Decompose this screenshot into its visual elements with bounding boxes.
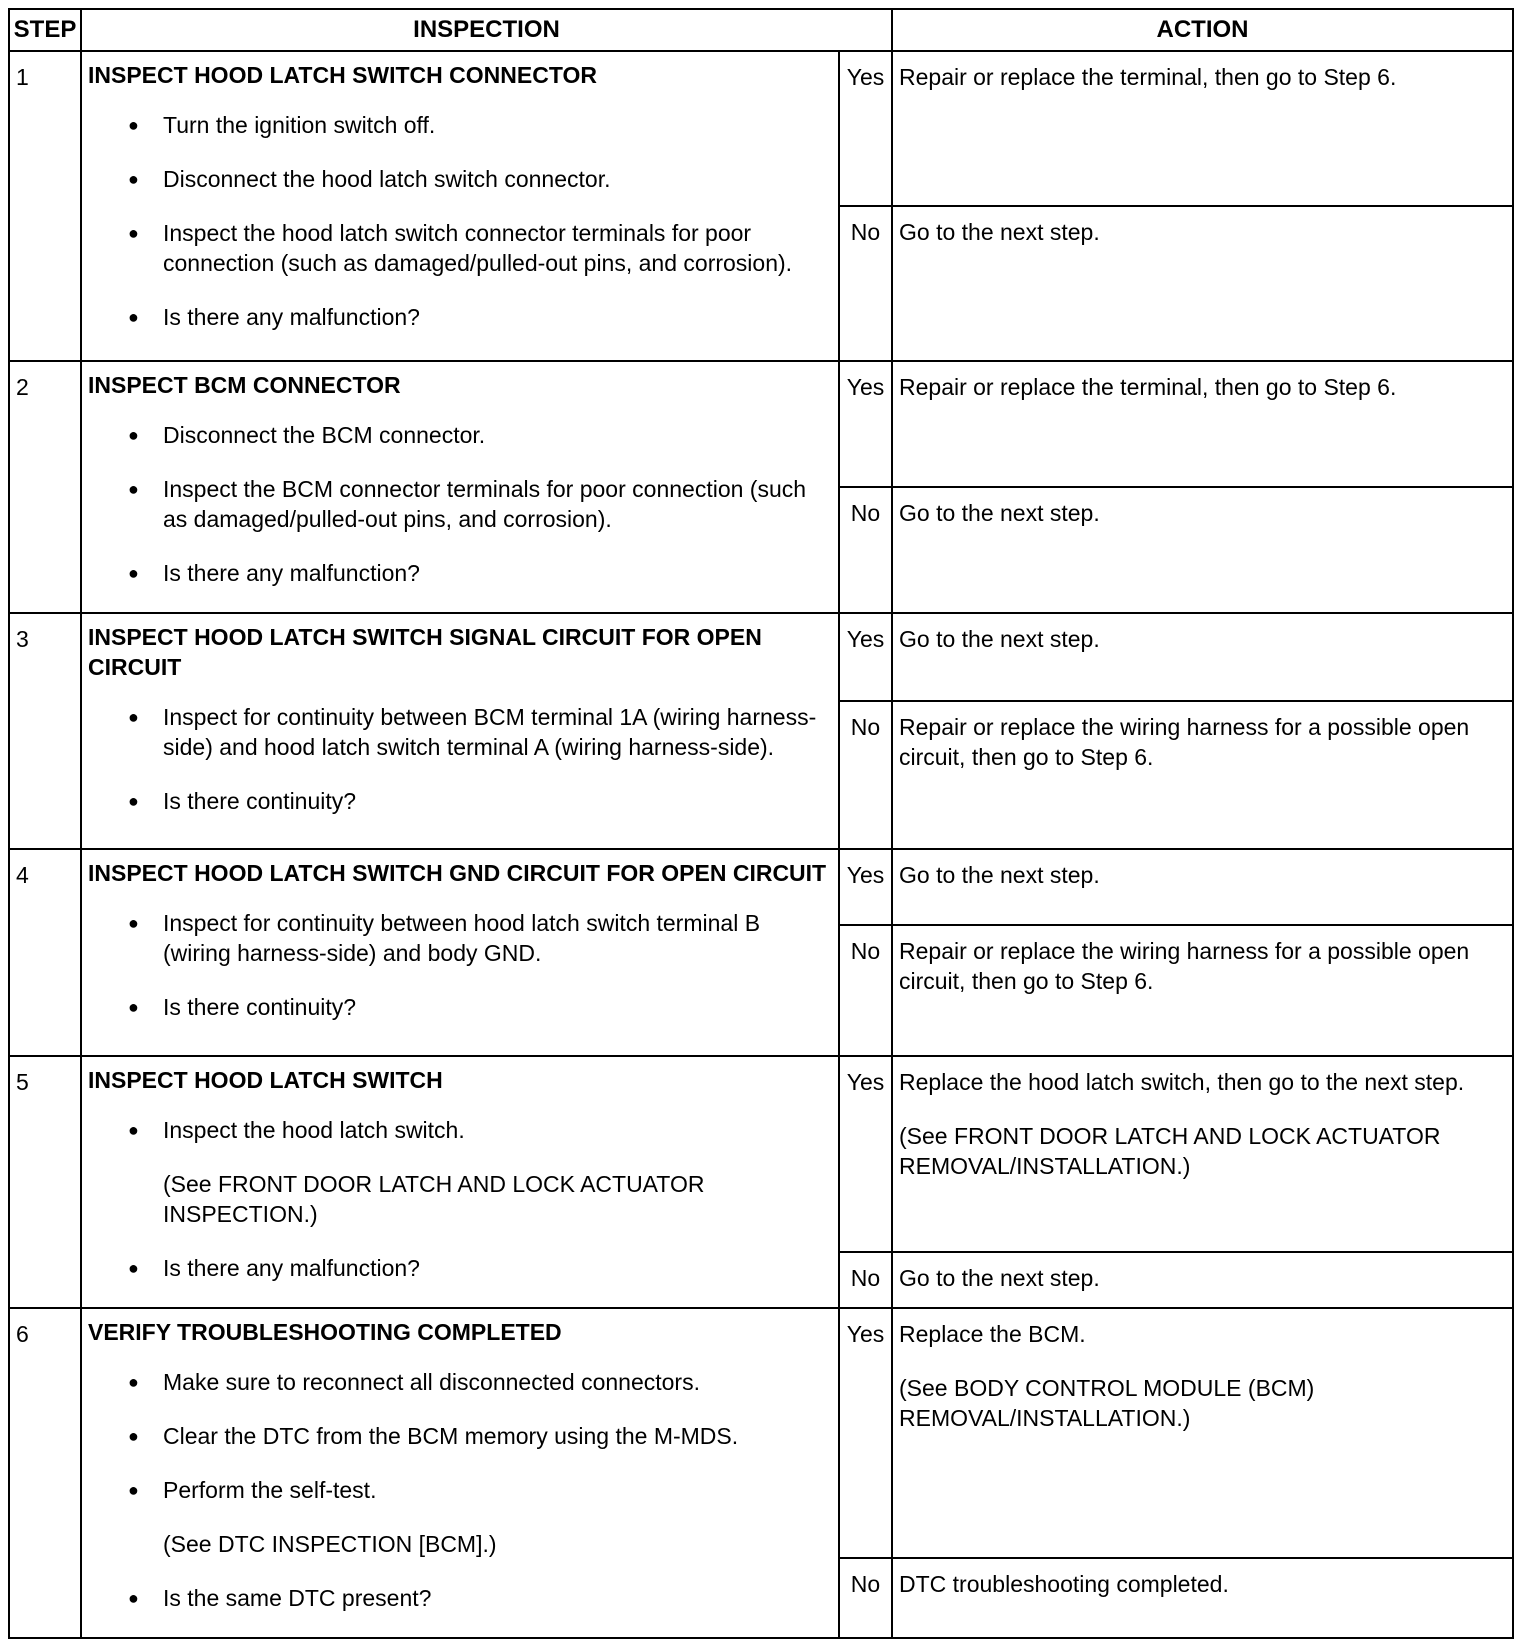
inspection-note: (See DTC INSPECTION [BCM].): [163, 1531, 497, 1557]
yes-label: Yes: [839, 849, 892, 925]
yes-label: Yes: [839, 51, 892, 206]
step-number: 3: [9, 613, 81, 849]
inspection-item: ● Is there any malfunction?: [163, 558, 832, 588]
inspection-item: ● Is there any malfunction?: [163, 1253, 832, 1283]
action-text: Repair or replace the terminal, then go to Step 6.: [899, 374, 1397, 400]
action-text: Repair or replace the terminal, then go to Step 6.: [899, 64, 1397, 90]
no-action: [892, 1558, 1513, 1638]
inspection-list: [88, 110, 832, 332]
yes-action: [892, 361, 1513, 487]
inspection-item: ● Perform the self-test.: [163, 1475, 832, 1505]
step-row: [9, 361, 1513, 487]
no-action: [892, 487, 1513, 613]
action-text: Go to the next step.: [899, 1265, 1100, 1292]
step-number: 4: [9, 849, 81, 1056]
inspection-list: [88, 420, 832, 588]
inspection-item: ● Is the same DTC present?: [163, 1583, 832, 1613]
action-text: Go to the next step.: [899, 626, 1100, 652]
action-text: DTC troubleshooting completed.: [899, 1570, 1229, 1597]
inspection-item: ● Clear the DTC from the BCM memory using the M-MDS.: [163, 1421, 832, 1451]
no-action: [892, 206, 1513, 361]
inspection-cell: [81, 613, 839, 849]
step-number: 5: [9, 1056, 81, 1308]
no-label: No: [839, 1252, 892, 1308]
action-text: (See FRONT DOOR LATCH AND LOCK ACTUATOR REMOVAL/INSTALLATION.): [899, 1123, 1441, 1179]
yes-label: Yes: [839, 1056, 892, 1252]
step-row: [9, 51, 1513, 206]
header-inspection: INSPECTION: [81, 9, 892, 51]
no-label: No: [839, 206, 892, 361]
action-text: Go to the next step.: [899, 219, 1100, 245]
inspection-item: ● Is there any malfunction?: [163, 302, 832, 332]
inspection-list: [88, 908, 832, 1022]
inspection-item: ● Is there continuity?: [163, 786, 832, 816]
troubleshooting-table: [8, 8, 1514, 1639]
yes-action: [892, 849, 1513, 925]
yes-action: [892, 51, 1513, 206]
step-row: [9, 1308, 1513, 1558]
inspection-title: INSPECT HOOD LATCH SWITCH CONNECTOR: [88, 62, 597, 88]
header-action: ACTION: [892, 9, 1513, 51]
inspection-list: [88, 1115, 832, 1283]
inspection-list: [88, 702, 832, 816]
inspection-cell: [81, 1056, 839, 1308]
inspection-title: INSPECT BCM CONNECTOR: [88, 372, 401, 398]
inspection-item: ● Is there continuity?: [163, 992, 832, 1022]
yes-action: [892, 1056, 1513, 1252]
inspection-item: ● Inspect the hood latch switch connector terminals for poor connection (such as damaged/pulled-out pins, and corrosion).: [163, 218, 832, 278]
inspection-item: ● Inspect the BCM connector terminals for poor connection (such as damaged/pulled-out pins, and corrosion).: [163, 474, 832, 534]
no-label: No: [839, 925, 892, 1056]
inspection-title: INSPECT HOOD LATCH SWITCH GND CIRCUIT FOR OPEN CIRCUIT: [88, 860, 827, 886]
action-text: Repair or replace the wiring harness for a possible open circuit, then go to Step 6.: [899, 938, 1470, 994]
step-number: 6: [9, 1308, 81, 1638]
inspection-cell: [81, 1308, 839, 1638]
no-action: [892, 1252, 1513, 1308]
inspection-item: ● Inspect the hood latch switch.: [163, 1115, 832, 1145]
step-row: [9, 1056, 1513, 1252]
yes-action: [892, 613, 1513, 701]
no-label: No: [839, 487, 892, 613]
yes-action: [892, 1308, 1513, 1558]
step-row: [9, 849, 1513, 925]
action-text: Go to the next step.: [899, 500, 1100, 526]
header-row: [9, 9, 1513, 51]
inspection-item: ● Inspect for continuity between BCM terminal 1A (wiring harness-side) and hood latch switch terminal A (wiring harness-side).: [163, 702, 832, 762]
inspection-title: INSPECT HOOD LATCH SWITCH SIGNAL CIRCUIT FOR OPEN CIRCUIT: [88, 624, 762, 680]
inspection-item: ● Disconnect the hood latch switch connector.: [163, 164, 832, 194]
inspection-cell: [81, 51, 839, 361]
inspection-title: VERIFY TROUBLESHOOTING COMPLETED: [88, 1319, 562, 1345]
inspection-list: [88, 1367, 832, 1613]
inspection-title: INSPECT HOOD LATCH SWITCH: [88, 1067, 443, 1093]
action-text: Replace the hood latch switch, then go to the next step.: [899, 1069, 1465, 1095]
yes-label: Yes: [839, 1308, 892, 1558]
step-row: [9, 613, 1513, 701]
no-label: No: [839, 701, 892, 849]
yes-label: Yes: [839, 613, 892, 701]
yes-label: Yes: [839, 361, 892, 487]
inspection-item: ● Inspect for continuity between hood latch switch terminal B (wiring harness-side) and body GND.: [163, 908, 832, 968]
inspection-cell: [81, 849, 839, 1056]
no-label: No: [839, 1558, 892, 1638]
action-text: Repair or replace the wiring harness for a possible open circuit, then go to Step 6.: [899, 714, 1470, 770]
inspection-item: ● Turn the ignition switch off.: [163, 110, 832, 140]
action-text: Go to the next step.: [899, 862, 1100, 888]
step-number: 2: [9, 361, 81, 613]
action-text: (See BODY CONTROL MODULE (BCM) REMOVAL/INSTALLATION.): [899, 1375, 1315, 1431]
inspection-note: (See FRONT DOOR LATCH AND LOCK ACTUATOR INSPECTION.): [163, 1171, 705, 1227]
inspection-item: ● Disconnect the BCM connector.: [163, 420, 832, 450]
step-number: 1: [9, 51, 81, 361]
inspection-item: ● Make sure to reconnect all disconnected connectors.: [163, 1367, 832, 1397]
header-step: STEP: [9, 9, 81, 51]
action-text: Replace the BCM.: [899, 1321, 1086, 1347]
no-action: [892, 701, 1513, 849]
no-action: [892, 925, 1513, 1056]
inspection-cell: [81, 361, 839, 613]
